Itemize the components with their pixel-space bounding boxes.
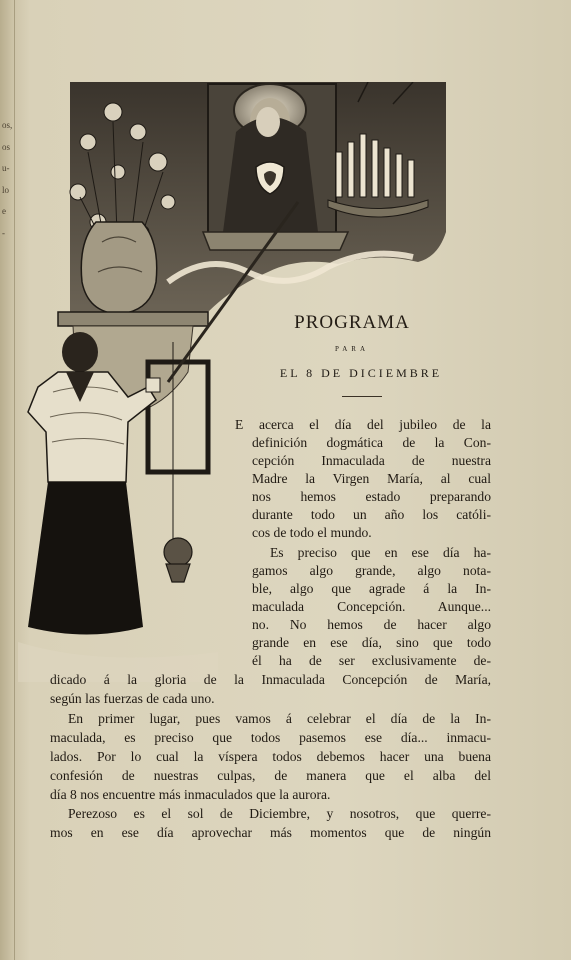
article-subtitle-para: PARA <box>334 345 370 353</box>
margin-fragment: u- <box>2 163 10 173</box>
altar-shelf <box>58 312 208 326</box>
body-line: mos en ese día aprovechar más momentos que de ningún <box>50 825 491 840</box>
body-line: dicado á la gloria de la Inmaculada Concepción de María, <box>50 672 491 687</box>
margin-fragment: e <box>2 206 6 216</box>
body-line: maculada, es preciso que todos pasemos ese día... inmacu- <box>50 730 491 745</box>
body-line: maculada Concepción. Aunque... <box>252 599 491 614</box>
body-line: En primer lugar, pues vamos á celebrar el día de la In- <box>68 711 491 726</box>
margin-fragment: os <box>2 142 11 152</box>
body-line: E acerca el día del jubileo de la <box>235 417 491 432</box>
body-line: día 8 nos encuentre más inmaculados que la aurora. <box>50 787 331 802</box>
margin-fragment: os, <box>2 120 13 130</box>
article-title: PROGRAMA <box>294 312 410 333</box>
body-line: según las fuerzas de cada uno. <box>50 691 215 706</box>
body-line: Perezoso es el sol de Diciembre, y nosotros, que querre- <box>68 806 491 821</box>
body-line: gamos algo grande, algo nota- <box>252 563 491 578</box>
virgin-face-light <box>256 107 280 137</box>
body-line: durante todo un año los católi- <box>252 507 491 522</box>
margin-fragment: - <box>2 228 5 238</box>
body-line: nos hemos estado preparando <box>252 489 491 504</box>
article-date-heading: EL 8 DE DICIEMBRE <box>279 366 443 380</box>
body-line: definición dogmática de la Con- <box>252 435 491 450</box>
body-line: Madre la Virgen María, al cual <box>252 471 491 486</box>
body-line: no. No hemos de hacer algo <box>252 617 491 632</box>
body-line: él ha de ser exclusivamente de- <box>252 653 491 668</box>
margin-fragment: lo <box>2 185 10 195</box>
body-line: Es preciso que en ese día ha- <box>270 545 491 560</box>
body-line: cepción Inmaculada de nuestra <box>252 453 491 468</box>
body-line: grande en ese día, sino que todo <box>252 635 491 650</box>
vase <box>81 222 156 314</box>
cassock <box>28 482 143 635</box>
body-line: confesión de nuestras culpas, de manera que el alba del <box>50 768 491 783</box>
body-line: ble, algo que agrade á la In- <box>252 581 491 596</box>
body-line: cos de todo el mundo. <box>252 525 372 540</box>
title-rule <box>342 396 382 397</box>
body-line: lados. Por lo cual la víspera todos debemos hacer una buena <box>50 749 491 764</box>
